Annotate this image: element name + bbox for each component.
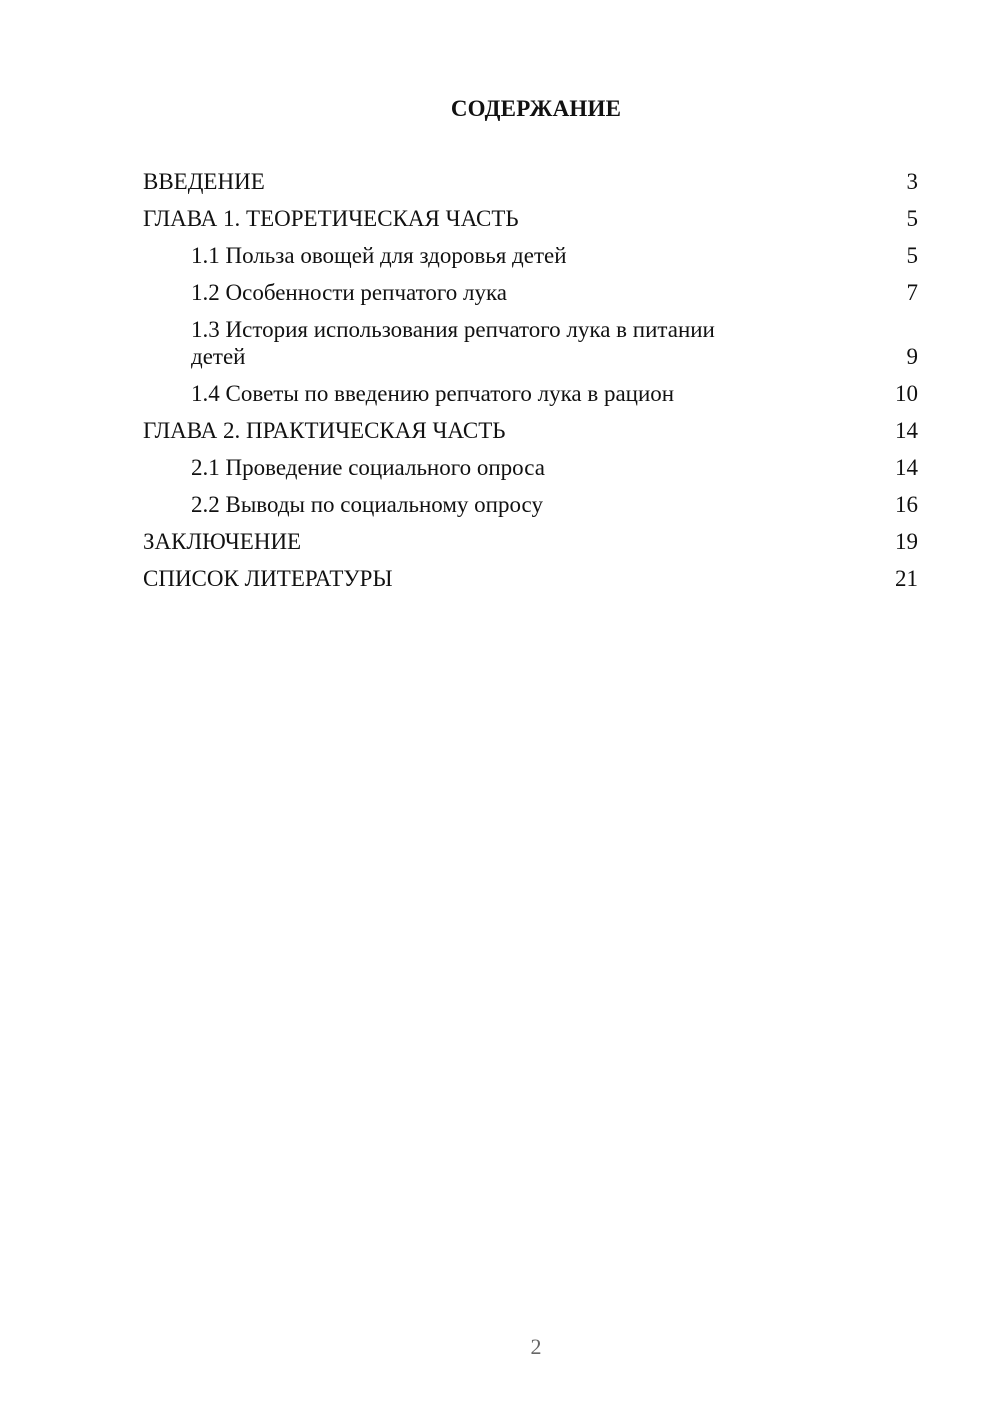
- toc-entry-page: 7: [906, 280, 918, 305]
- toc-entry-conclusion[interactable]: [143, 528, 918, 555]
- table-of-contents: [143, 168, 918, 602]
- toc-entry-label: 1.2 Особенности репчатого лука: [191, 280, 508, 305]
- toc-entry-label: 1.1 Польза овощей для здоровья детей: [191, 243, 567, 268]
- toc-entry-label: ГЛАВА 1. ТЕОРЕТИЧЕСКАЯ ЧАСТЬ: [143, 206, 519, 231]
- toc-entry-label: ЗАКЛЮЧЕНИЕ: [143, 529, 302, 554]
- toc-entry-chapter-1[interactable]: [143, 205, 918, 232]
- toc-entry-introduction[interactable]: [143, 168, 918, 195]
- toc-entry-label: СПИСОК ЛИТЕРАТУРЫ: [143, 566, 393, 591]
- toc-entry-label: ГЛАВА 2. ПРАКТИЧЕСКАЯ ЧАСТЬ: [143, 418, 506, 443]
- toc-entry-page: 5: [906, 206, 918, 231]
- toc-entry-section-1-3[interactable]: [143, 316, 918, 370]
- toc-entry-section-1-2[interactable]: [143, 279, 918, 306]
- toc-entry-page: 10: [895, 381, 918, 406]
- toc-entry-page: 5: [906, 243, 918, 268]
- toc-entry-chapter-2[interactable]: [143, 417, 918, 444]
- toc-entry-references[interactable]: [143, 565, 918, 592]
- toc-entry-section-2-2[interactable]: [143, 491, 918, 518]
- toc-entry-section-1-1[interactable]: [143, 242, 918, 269]
- toc-entry-section-2-1[interactable]: [143, 454, 918, 481]
- toc-entry-label: 1.4 Советы по введению репчатого лука в рацион: [191, 381, 675, 406]
- toc-entry-page: 16: [895, 492, 918, 517]
- toc-entry-page: 9: [906, 344, 918, 369]
- page-title: СОДЕРЖАНИЕ: [450, 96, 622, 121]
- toc-entry-label: 1.3 История использования репчатого лука в питании детей: [191, 317, 715, 369]
- page-number: 2: [530, 1334, 542, 1359]
- toc-entry-label: 2.1 Проведение социального опроса: [191, 455, 545, 480]
- toc-entry-page: 19: [895, 529, 918, 554]
- toc-entry-label: ВВЕДЕНИЕ: [143, 169, 265, 194]
- toc-entry-page: 3: [906, 169, 918, 194]
- toc-entry-label: 2.2 Выводы по социальному опросу: [191, 492, 543, 517]
- toc-entry-section-1-4[interactable]: [143, 380, 918, 407]
- toc-entry-page: 14: [895, 455, 918, 480]
- toc-entry-page: 21: [895, 566, 918, 591]
- toc-entry-page: 14: [895, 418, 918, 443]
